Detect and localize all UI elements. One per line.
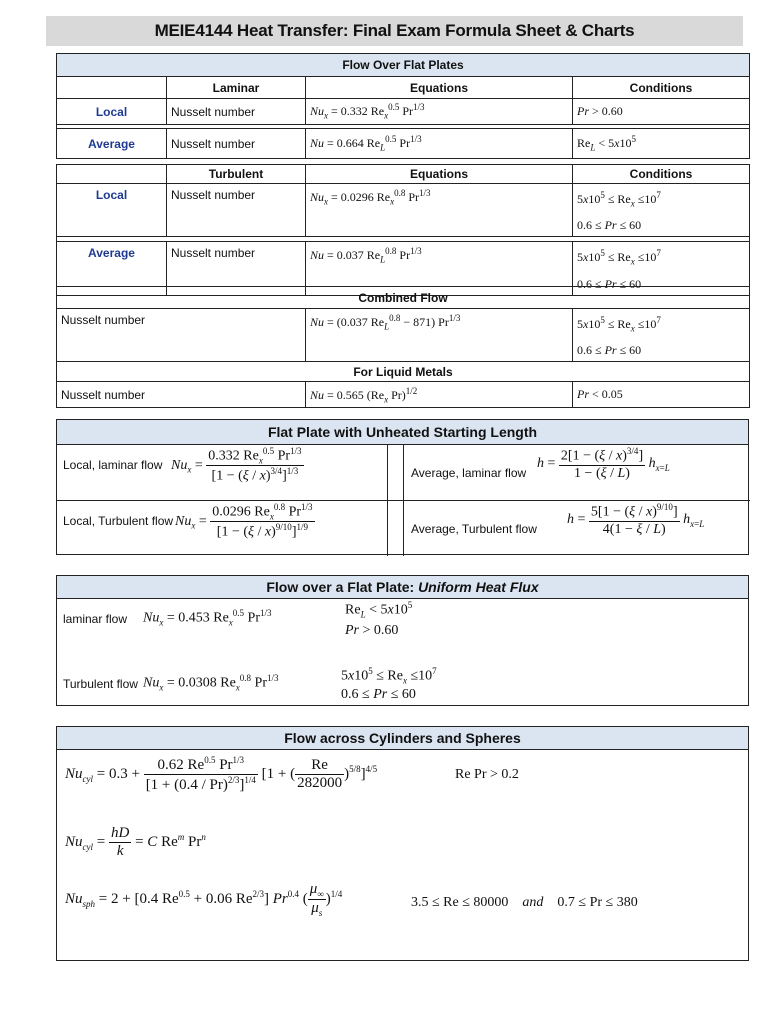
row-label-average: Average	[57, 242, 167, 295]
laminar-local-condition: Pr > 0.60	[573, 99, 750, 125]
blank-cell	[57, 165, 167, 184]
conditions-header: Conditions	[573, 77, 750, 99]
heat-flux-section	[56, 575, 749, 706]
liquid-metals-condition: Pr < 0.05	[573, 382, 750, 408]
flat-plates-heading: Flow Over Flat Plates	[57, 54, 750, 77]
laminar-local-equation: $Nu_x = 0.332$ $Re_x^{0.5}$ $Pr^{1/3}$	[306, 99, 573, 125]
local-laminar-equation: $Nu_x$ = $\frac{0.332 Re_x^{0.5} Pr^{1/3}}{[1 - (\xi / x)^{3/4}]^{1/3}}$	[171, 446, 302, 485]
row-label-average: Average	[57, 129, 167, 159]
divider-horizontal	[57, 500, 750, 501]
cylinder-condition-1: Re Pr > 0.2	[455, 767, 519, 782]
combined-heading: Combined Flow	[57, 287, 750, 309]
sphere-condition	[411, 895, 638, 911]
turbulent-average-equation: Nu = 0.037 $Re_L^{0.8}$ $Pr^{1/3}$	[306, 242, 573, 295]
heat-flux-laminar-label: laminar flow	[63, 612, 128, 626]
average-laminar-label: Average, laminar flow	[411, 466, 527, 480]
flat-plates-section	[56, 53, 749, 405]
equations-header: Equations	[306, 165, 573, 184]
page-title: MEIE4144 Heat Transfer: Final Exam Formula Sheet & Charts	[46, 16, 743, 46]
heat-flux-turbulent-equation: $Nu_x = 0.0308$ $Re_x^{0.8}$ $Pr^{1/3}$	[143, 673, 279, 693]
local-laminar-label: Local, laminar flow	[63, 458, 163, 472]
heat-flux-turbulent-condition-2: 0.6 ≤ Pr ≤ 60	[341, 687, 416, 702]
unheated-heading: Flat Plate with Unheated Starting Length	[57, 420, 748, 445]
turbulent-average-condition: $5x10^5 \le Re_x \le 10^7$ 0.6 ≤ Pr ≤ 60	[573, 242, 750, 295]
average-laminar-equation: h = $\frac{2[1 - (\xi / x)^{3/4}]}{1 - (\xi / L)}$ $h_{x=L}$	[537, 446, 670, 481]
turbulent-table	[56, 164, 750, 296]
local-turbulent-equation: $Nu_x$ = $\frac{0.0296 Re_x^{0.8} Pr^{1/3}}{[1 - (\xi / x)^{9/10}]^{1/9}}$	[175, 502, 313, 541]
heat-flux-laminar-condition-2: Pr > 0.60	[345, 623, 399, 638]
heat-flux-laminar-equation: $Nu_x = 0.453$ $Re_x^{0.5}$ $Pr^{1/3}$	[143, 608, 272, 628]
combined-equation: Nu = (0.037 $Re_L^{0.8} - 871$) $Pr^{1/3}$	[306, 309, 573, 362]
turbulent-local-equation: $Nu_x = 0.0296$ $Re_x^{0.8}$ $Pr^{1/3}$	[306, 184, 573, 237]
cylinders-heading: Flow across Cylinders and Spheres	[57, 727, 748, 750]
row-label-local: Local	[57, 184, 167, 237]
turbulent-header: Turbulent	[167, 165, 306, 184]
combined-table	[56, 286, 750, 408]
quantity-label: Nusselt number	[167, 184, 306, 237]
heat-flux-heading-prefix: Flow over a Flat Plate:	[266, 579, 419, 595]
cylinders-section	[56, 726, 749, 961]
sphere-condition-pr: 0.7 ≤ Pr ≤ 380	[557, 895, 638, 910]
average-turbulent-equation: h = $\frac{5[1 - (\xi / x)^{9/10}]}{4(1 - \xi / L)}$ $h_{x=L}$	[567, 502, 705, 537]
liquid-metals-heading: For Liquid Metals	[57, 362, 750, 382]
combined-condition: $5x10^5 \le Re_x \le 10^7$ 0.6 ≤ Pr ≤ 60	[573, 309, 750, 362]
heat-flux-turbulent-label: Turbulent flow	[63, 677, 138, 691]
laminar-average-condition: $Re_L < 5x10^5$	[573, 129, 750, 159]
quantity-label: Nusselt number	[167, 242, 306, 295]
row-label-local: Local	[57, 99, 167, 125]
conditions-header: Conditions	[573, 165, 750, 184]
laminar-average-equation: Nu = 0.664 $Re_L^{0.5}$ $Pr^{1/3}$	[306, 129, 573, 159]
heat-flux-turbulent-condition-1: $5x10^5 \le Re_x \le 10^7$	[341, 666, 437, 686]
unheated-section	[56, 419, 749, 555]
sphere-equation: $Nu_{sph} = 2 + [0.4$ $Re^{0.5} + 0.06$ $Re^{2/3}$] $Pr^{0.4}$ ( $\frac{\mu_\infty}{\mu_s}$ )$^{1/4}$	[65, 881, 343, 918]
quantity-label: Nusselt number	[167, 129, 306, 159]
average-turbulent-label: Average, Turbulent flow	[411, 522, 537, 536]
laminar-header: Laminar	[167, 77, 306, 99]
heat-flux-laminar-condition-1: $Re_L < 5x10^5$	[345, 600, 413, 620]
sphere-condition-and: and	[522, 895, 544, 910]
laminar-table	[56, 53, 750, 159]
sphere-condition-re: 3.5 ≤ Re ≤ 80000	[411, 895, 509, 910]
local-turbulent-label: Local, Turbulent flow	[63, 514, 174, 528]
quantity-label: Nusselt number	[57, 382, 306, 408]
heat-flux-heading	[57, 576, 748, 599]
heat-flux-heading-emph: Uniform Heat Flux	[418, 579, 539, 595]
turbulent-local-condition: $5x10^5 \le Re_x \le 10^7$ 0.6 ≤ Pr ≤ 60	[573, 184, 750, 237]
blank-cell	[57, 77, 167, 99]
liquid-metals-equation: Nu = 0.565 ($Re_x$ Pr)$^{1/2}$	[306, 382, 573, 408]
quantity-label: Nusselt number	[57, 309, 306, 362]
quantity-label: Nusselt number	[167, 99, 306, 125]
equations-header: Equations	[306, 77, 573, 99]
cylinder-equation-2: $Nu_{cyl}$ = $\frac{hD}{k}$ = C Re$^m$ Pr$^n$	[65, 825, 206, 859]
cylinder-equation-1: $Nu_{cyl} = 0.3$ + $\frac{0.62 Re^{0.5} Pr^{1/3}}{[1 + (0.4 / Pr)^{2/3}]^{1/4}}$ [1 + ( $\frac{Re}{282000}$ )$^{5/8}$]$^{4/5}$	[65, 755, 378, 793]
